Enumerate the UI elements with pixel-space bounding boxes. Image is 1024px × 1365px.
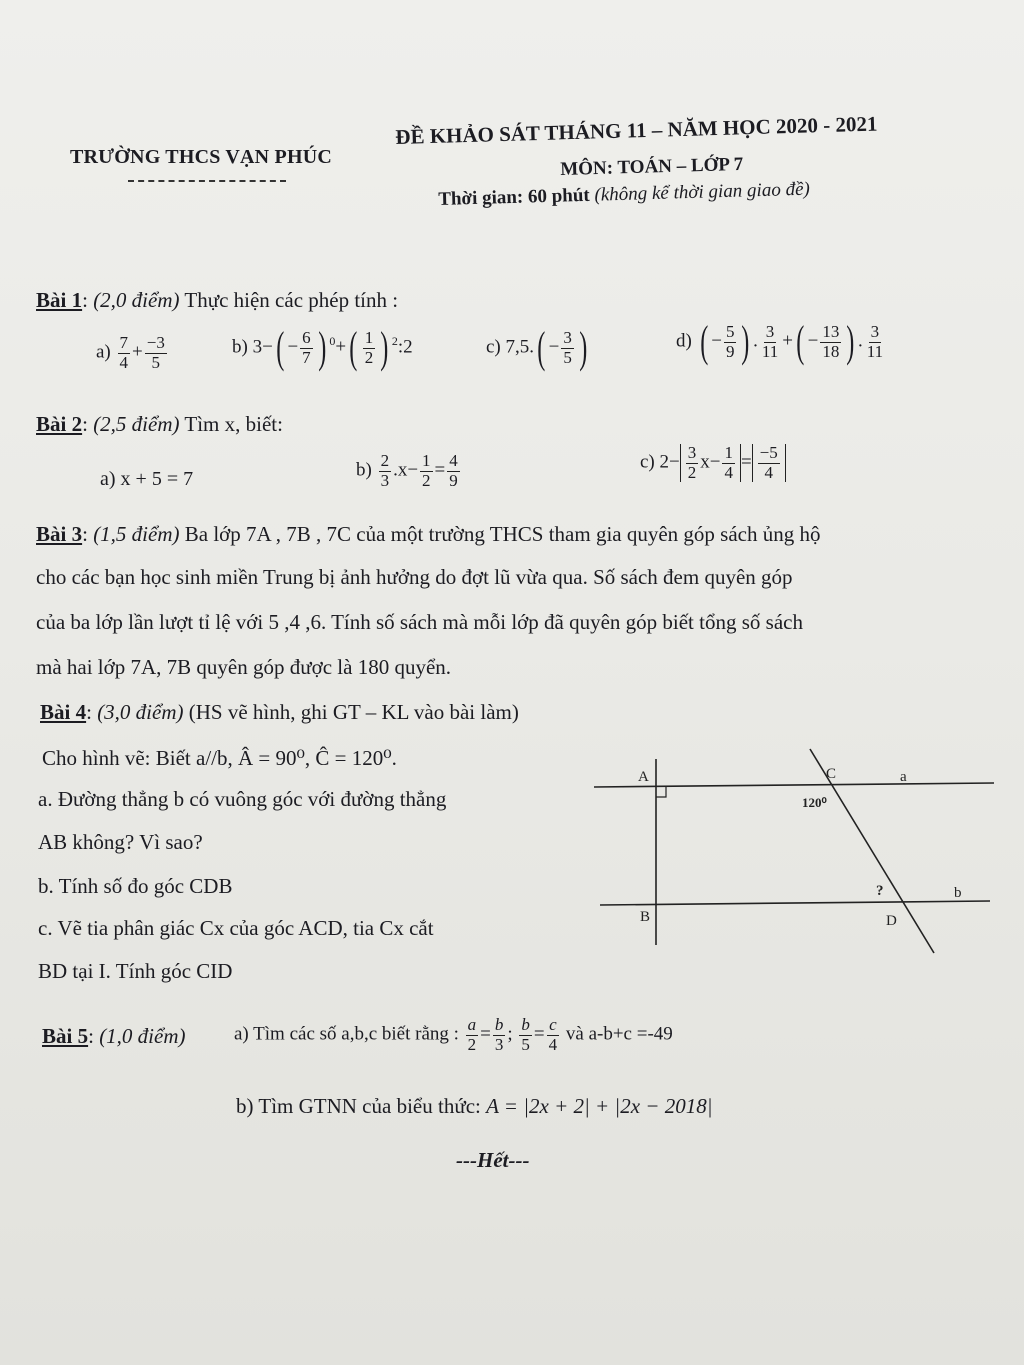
bai1-c: c) 7,5.( − $\frac{3}{5}$ ) bbox=[486, 323, 588, 372]
label-a: a bbox=[900, 769, 907, 785]
geometry-figure bbox=[594, 745, 994, 965]
divider bbox=[128, 180, 286, 182]
bai2-heading: Bài 2: (2,5 điểm) Tìm x, biết: bbox=[36, 412, 283, 436]
bai5-b-expr: A = |2x + 2| + |2x − 2018| bbox=[486, 1094, 713, 1118]
label-B: B bbox=[640, 909, 651, 925]
bai1-points: (2,0 điểm) bbox=[93, 288, 180, 312]
bai3-text1: Ba lớp 7A , 7B , 7C của một trường THCS tham gia quyên góp sách ủng hộ bbox=[184, 522, 821, 546]
bai5-points: (1,0 điểm) bbox=[99, 1024, 186, 1048]
exam-title: ĐỀ KHẢO SÁT THÁNG 11 – NĂM HỌC 2020 - 2021 bbox=[395, 111, 878, 149]
bai2-b: b) $\frac{2}{3}$ .x− $\frac{1}{2}$ = $\frac{4}{9}$ bbox=[356, 451, 458, 490]
bai5-heading: Bài 5: (1,0 điểm) bbox=[42, 1024, 186, 1048]
bai4-heading: Bài 4: (3,0 điểm) (HS vẽ hình, ghi GT – KL vào bài làm) bbox=[40, 700, 519, 724]
bai5-a-text: a) Tìm các số a,b,c biết rằng : bbox=[234, 1023, 459, 1045]
label-angle-c: 120⁰ bbox=[802, 795, 827, 810]
label-angle-d: ? bbox=[876, 883, 884, 899]
bai4-note: (HS vẽ hình, ghi GT – KL vào bài làm) bbox=[188, 700, 519, 724]
line-b bbox=[600, 901, 990, 905]
bai2-label: Bài 2 bbox=[36, 412, 83, 436]
bai2-points: (2,5 điểm) bbox=[93, 412, 180, 436]
bai3-line3: của ba lớp lần lượt tỉ lệ với 5 ,4 ,6. Tính số sách mà mỗi lớp đã quyên góp biết tổng số sách bbox=[36, 610, 803, 634]
bai4-b: b. Tính số đo góc CDB bbox=[38, 874, 233, 898]
bai2-c: c) 2− $\frac{3}{2}$ x− $\frac{1}{4}$ = $\frac{-5}{4}$ bbox=[640, 444, 786, 482]
bai3-points: (1,5 điểm) bbox=[93, 522, 180, 546]
time-label: Thời gian: 60 phút bbox=[438, 184, 591, 210]
line-a bbox=[594, 783, 994, 787]
time-line bbox=[438, 179, 810, 211]
bai3-line1: Bài 3: (1,5 điểm) Ba lớp 7A , 7B , 7C của một trường THCS tham gia quyên góp sách ủng hộ bbox=[36, 522, 821, 546]
bai3-line4: mà hai lớp 7A, 7B quyên góp được là 180 quyển. bbox=[36, 655, 452, 679]
bai2-task: Tìm x, biết: bbox=[184, 412, 283, 436]
bai1-task: Thực hiện các phép tính : bbox=[184, 288, 399, 312]
right-angle-mark bbox=[656, 787, 666, 797]
bai5-a: a) Tìm các số a,b,c biết rằng : $\frac{a}{2}$ = $\frac{b}{3}$ ; $\frac{b}{5}$ = $\frac{c}{4}$ và a-b+c =-49 bbox=[234, 1015, 673, 1054]
bai1-d: d) ( − $\frac{5}{9}$ ) . $\frac{3}{11}$ +( − $\frac{13}{18}$ ) . $\frac{3}{11}$ bbox=[676, 317, 884, 366]
time-note: (không kể thời gian giao đề) bbox=[594, 178, 811, 206]
bai3-label: Bài 3 bbox=[36, 522, 83, 546]
label-b: b bbox=[954, 885, 962, 901]
bai4-label: Bài 4 bbox=[40, 700, 87, 724]
bai4-given: Cho hình vẽ: Biết a//b, Â = 90⁰, Ĉ = 120⁰. bbox=[42, 746, 397, 770]
end-marker: ---Hết--- bbox=[456, 1148, 530, 1172]
bai1-heading: Bài 1: (2,0 điểm) Thực hiện các phép tính : bbox=[36, 288, 399, 312]
bai4-a-line1: a. Đường thẳng b có vuông góc với đường thẳng bbox=[38, 787, 447, 811]
subject-line: MÔN: TOÁN – LỚP 7 bbox=[560, 153, 744, 180]
bai4-points: (3,0 điểm) bbox=[97, 700, 184, 724]
bai5-b-text: b) Tìm GTNN của biểu thức: bbox=[236, 1094, 481, 1118]
label-A: A bbox=[638, 769, 649, 785]
bai5-b bbox=[236, 1094, 712, 1119]
bai5-a-cond: và a-b+c =-49 bbox=[565, 1023, 673, 1045]
school-name: TRƯỜNG THCS VẠN PHÚC bbox=[70, 146, 332, 168]
label-D: D bbox=[886, 913, 897, 929]
bai1-a: a) $\frac{7}{4}$ + $\frac{-3}{5}$ bbox=[96, 333, 165, 372]
bai4-a-line2: AB không? Vì sao? bbox=[38, 830, 203, 854]
bai1-b: b) 3−( − $\frac{6}{7}$ ) $^0$+( $\frac{1}{2}$ ) $^2$:2 bbox=[232, 323, 413, 372]
bai3-line2: cho các bạn học sinh miền Trung bị ảnh hưởng do đợt lũ vừa qua. Số sách đem quyên góp bbox=[36, 565, 793, 589]
label-C: C bbox=[826, 766, 837, 782]
bai1-label: Bài 1 bbox=[36, 288, 83, 312]
bai4-c-line1: c. Vẽ tia phân giác Cx của góc ACD, tia Cx cắt bbox=[38, 916, 434, 940]
bai2-a: a) x + 5 = 7 bbox=[100, 468, 194, 490]
bai5-label: Bài 5 bbox=[42, 1024, 89, 1048]
bai4-c-line2: BD tại I. Tính góc CID bbox=[38, 959, 233, 983]
